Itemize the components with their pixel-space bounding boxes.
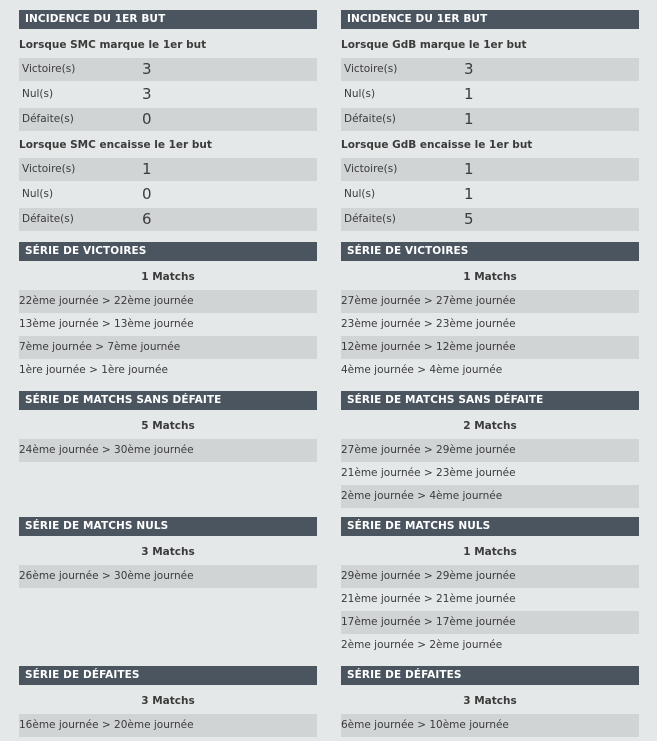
series-row: 16ème journée > 20ème journée: [19, 714, 317, 737]
stat-label: Nul(s): [344, 88, 376, 100]
stat-label: Nul(s): [344, 188, 376, 200]
stat-value: 3: [142, 60, 152, 78]
stat-value: 1: [464, 110, 474, 128]
stat-row: [341, 158, 639, 181]
stat-value: 1: [464, 85, 474, 103]
series-row: 4ème journée > 4ème journée: [341, 364, 503, 376]
stat-row: [341, 83, 639, 106]
wins-series-count: 1 Matchs: [141, 271, 195, 283]
series-row: 12ème journée > 12ème journée: [341, 336, 639, 359]
draws-series-header: SÉRIE DE MATCHS NULS: [341, 517, 639, 536]
stat-label: Nul(s): [22, 88, 54, 100]
series-row: 17ème journée > 17ème journée: [341, 611, 639, 634]
wins-series-count: 1 Matchs: [463, 271, 517, 283]
stat-row: [341, 108, 639, 131]
unbeaten-series-count: 2 Matchs: [463, 420, 517, 432]
stat-value: 3: [464, 60, 474, 78]
series-row: 2ème journée > 2ème journée: [341, 639, 503, 651]
losses-series-header: SÉRIE DE DÉFAITES: [19, 666, 317, 685]
stat-row: [19, 108, 317, 131]
stat-label: Victoire(s): [344, 63, 398, 75]
series-row: 22ème journée > 22ème journée: [19, 290, 317, 313]
stat-label: Défaite(s): [22, 113, 74, 125]
series-row: 26ème journée > 30ème journée: [19, 565, 317, 588]
draws-series-header: SÉRIE DE MATCHS NULS: [19, 517, 317, 536]
stat-value: 5: [464, 210, 474, 228]
stat-value: 1: [464, 185, 474, 203]
unbeaten-series-count: 5 Matchs: [141, 420, 195, 432]
series-row: 13ème journée > 13ème journée: [19, 318, 194, 330]
stat-label: Victoire(s): [22, 63, 76, 75]
losses-series-count: 3 Matchs: [141, 695, 195, 707]
concedes-first-label: Lorsque SMC encaisse le 1er but: [19, 139, 212, 151]
stat-row: [341, 183, 639, 206]
incidence-header: INCIDENCE DU 1ER BUT: [19, 10, 317, 29]
scores-first-label: Lorsque SMC marque le 1er but: [19, 39, 207, 51]
stat-row: [19, 83, 317, 106]
stat-row: [19, 208, 317, 231]
series-row: 23ème journée > 23ème journée: [341, 318, 516, 330]
stat-label: Victoire(s): [344, 163, 398, 175]
series-row: 27ème journée > 27ème journée: [341, 290, 639, 313]
stat-label: Victoire(s): [22, 163, 76, 175]
stat-value: 1: [464, 160, 474, 178]
series-row: 29ème journée > 29ème journée: [341, 565, 639, 588]
stat-label: Défaite(s): [344, 113, 396, 125]
series-row: 6ème journée > 10ème journée: [341, 714, 639, 737]
series-row: 1ère journée > 1ère journée: [19, 364, 168, 376]
stat-row: [341, 58, 639, 81]
series-row: 2ème journée > 4ème journée: [341, 485, 639, 508]
stat-value: 0: [142, 110, 152, 128]
series-row: 7ème journée > 7ème journée: [19, 336, 317, 359]
scores-first-label: Lorsque GdB marque le 1er but: [341, 39, 527, 51]
wins-series-header: SÉRIE DE VICTOIRES: [341, 242, 639, 261]
concedes-first-label: Lorsque GdB encaisse le 1er but: [341, 139, 533, 151]
stat-value: 1: [142, 160, 152, 178]
stat-label: Défaite(s): [22, 213, 74, 225]
losses-series-header: SÉRIE DE DÉFAITES: [341, 666, 639, 685]
stat-row: [19, 58, 317, 81]
stat-label: Nul(s): [22, 188, 54, 200]
stat-value: 6: [142, 210, 152, 228]
series-row: 24ème journée > 30ème journée: [19, 439, 317, 462]
stat-row: [19, 183, 317, 206]
stat-row: [341, 208, 639, 231]
unbeaten-series-header: SÉRIE DE MATCHS SANS DÉFAITE: [341, 391, 639, 410]
draws-series-count: 3 Matchs: [141, 546, 195, 558]
stat-value: 0: [142, 185, 152, 203]
wins-series-header: SÉRIE DE VICTOIRES: [19, 242, 317, 261]
stat-row: [19, 158, 317, 181]
unbeaten-series-header: SÉRIE DE MATCHS SANS DÉFAITE: [19, 391, 317, 410]
series-row: 21ème journée > 21ème journée: [341, 593, 516, 605]
incidence-header: INCIDENCE DU 1ER BUT: [341, 10, 639, 29]
stat-label: Défaite(s): [344, 213, 396, 225]
losses-series-count: 3 Matchs: [463, 695, 517, 707]
stat-value: 3: [142, 85, 152, 103]
series-row: 21ème journée > 23ème journée: [341, 467, 516, 479]
series-row: 27ème journée > 29ème journée: [341, 439, 639, 462]
draws-series-count: 1 Matchs: [463, 546, 517, 558]
